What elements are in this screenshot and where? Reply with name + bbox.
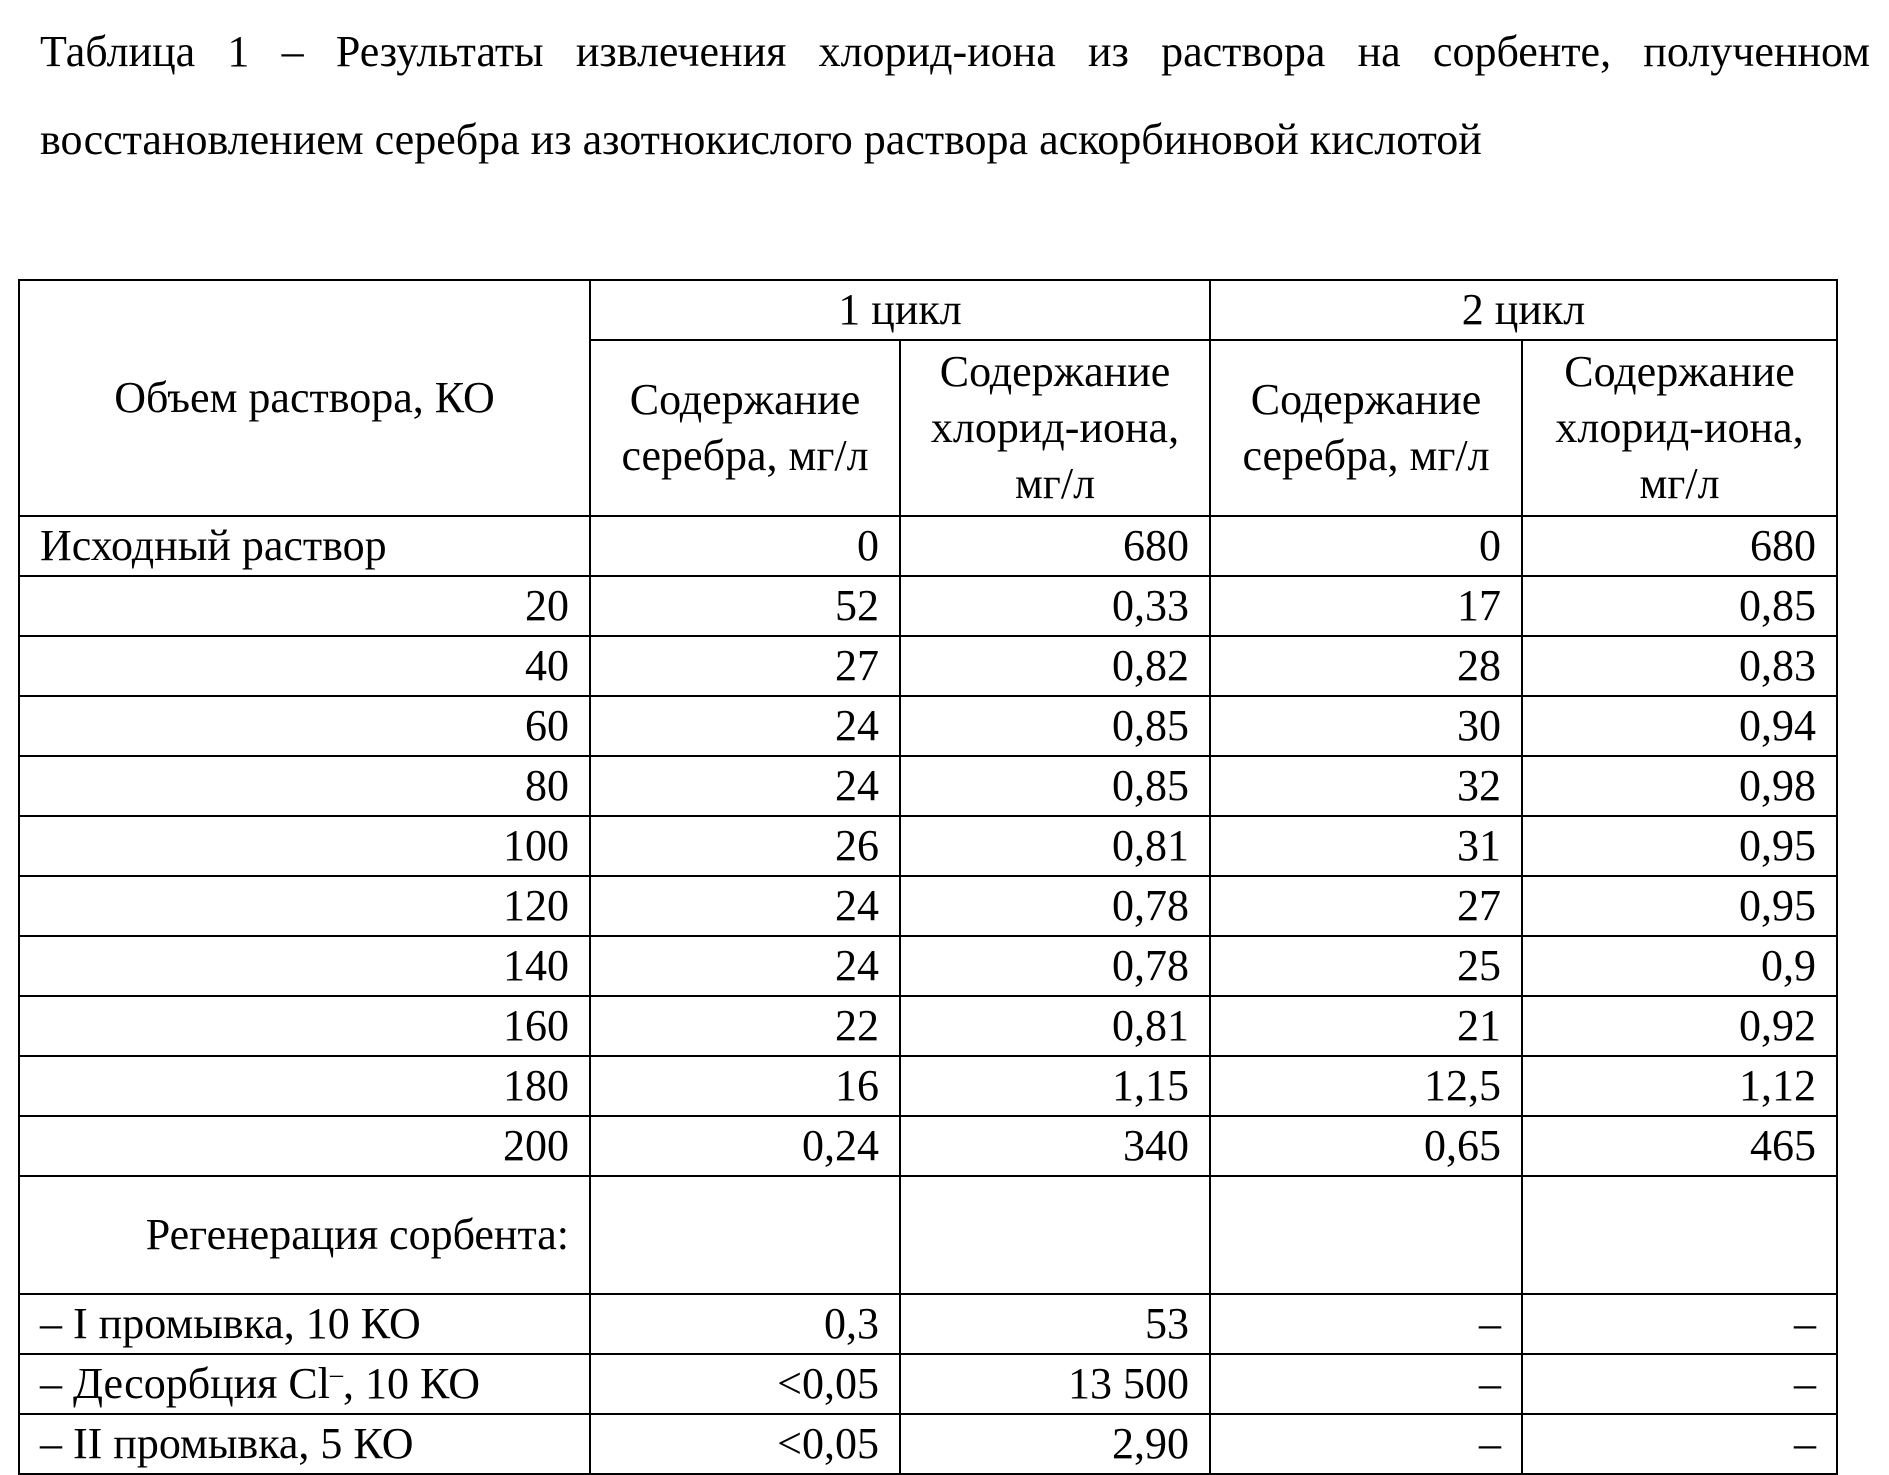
cycle1-silver-cell: 24: [590, 936, 900, 996]
table-row: [19, 996, 1837, 1056]
table-row: [19, 516, 1837, 576]
volume-cell: 60: [19, 696, 590, 756]
volume-cell: 40: [19, 636, 590, 696]
cycle1-silver-cell: 26: [590, 816, 900, 876]
cycle2-silver-cell: –: [1210, 1414, 1522, 1474]
cycle1-chloride-cell: 13 500: [900, 1354, 1210, 1414]
cycle1-chloride-cell: 2,90: [900, 1414, 1210, 1474]
cycle1-chloride-cell: 0,85: [900, 756, 1210, 816]
cycle1-chloride-cell: 0,78: [900, 936, 1210, 996]
cycle1-chloride-cell: 0,33: [900, 576, 1210, 636]
table-row: [19, 756, 1837, 816]
table-row: [19, 696, 1837, 756]
cycle2-chloride-cell: 0,9: [1522, 936, 1837, 996]
cycle1-silver-cell: 27: [590, 636, 900, 696]
chloride-charge-superscript: –: [330, 1359, 343, 1389]
cycle1-silver-cell: 22: [590, 996, 900, 1056]
cycle2-silver-cell: 0: [1210, 516, 1522, 576]
cycle2-chloride-cell: 0,98: [1522, 756, 1837, 816]
cycle2-silver-cell: 31: [1210, 816, 1522, 876]
cycle2-chloride-cell: 0,95: [1522, 876, 1837, 936]
table-row: [19, 636, 1837, 696]
cycle1-silver-cell: <0,05: [590, 1354, 900, 1414]
cycle2-chloride-cell: 465: [1522, 1116, 1837, 1176]
cycle2-silver-cell: 28: [1210, 636, 1522, 696]
cycle2-silver-cell: 17: [1210, 576, 1522, 636]
cycle2-silver-cell: 21: [1210, 996, 1522, 1056]
cycle2-chloride-cell: 1,12: [1522, 1056, 1837, 1116]
cycle1-chloride-header: Содержание хлорид-иона, мг/л: [900, 340, 1210, 516]
table-row: [19, 1056, 1837, 1116]
table-caption: Таблица 1 – Результаты извлечения хлорид-иона из раствора на сорбенте, полученном восстановлением серебра из азотнокислого раствора аскорбиновой кислотой: [40, 27, 1870, 164]
volume-cell: 160: [19, 996, 590, 1056]
volume-cell: 100: [19, 816, 590, 876]
cycle2-silver-cell: [1210, 1176, 1522, 1294]
regeneration-label: Регенерация сорбента:: [19, 1176, 590, 1294]
table-row: [19, 936, 1837, 996]
results-table: [18, 279, 1838, 1475]
cycle2-silver-cell: –: [1210, 1294, 1522, 1354]
cycle1-silver-cell: 0,24: [590, 1116, 900, 1176]
cycle1-chloride-cell: 0,82: [900, 636, 1210, 696]
cycle1-silver-cell: 16: [590, 1056, 900, 1116]
cycle2-chloride-header: Содержание хлорид-иона, мг/л: [1522, 340, 1837, 516]
cycle2-silver-cell: 0,65: [1210, 1116, 1522, 1176]
cycle1-silver-cell: 52: [590, 576, 900, 636]
cycle2-chloride-cell: [1522, 1176, 1837, 1294]
cycle1-chloride-cell: 0,85: [900, 696, 1210, 756]
volume-cell: Исходный раствор: [19, 516, 590, 576]
cycle1-chloride-cell: [900, 1176, 1210, 1294]
regeneration-row: [19, 1354, 1837, 1414]
volume-cell: 140: [19, 936, 590, 996]
regeneration-row: [19, 1294, 1837, 1354]
regeneration-step-label-prefix: – Десорбция Cl: [40, 1359, 330, 1408]
cycle2-chloride-cell: 680: [1522, 516, 1837, 576]
cycle2-silver-header: Содержание серебра, мг/л: [1210, 340, 1522, 516]
cycle1-silver-cell: 24: [590, 756, 900, 816]
cycle2-header: 2 цикл: [1210, 280, 1837, 340]
cycle2-silver-cell: 27: [1210, 876, 1522, 936]
volume-cell: 180: [19, 1056, 590, 1116]
cycle2-chloride-cell: –: [1522, 1354, 1837, 1414]
volume-cell: 80: [19, 756, 590, 816]
cycle1-chloride-cell: 0,78: [900, 876, 1210, 936]
volume-header: Объем раствора, КО: [19, 280, 590, 516]
regeneration-step-label: – I промывка, 10 КО: [19, 1294, 590, 1354]
table-row: [19, 876, 1837, 936]
cycle2-chloride-cell: 0,94: [1522, 696, 1837, 756]
cycle1-chloride-cell: 1,15: [900, 1056, 1210, 1116]
cycle1-silver-header: Содержание серебра, мг/л: [590, 340, 900, 516]
volume-cell: 120: [19, 876, 590, 936]
regeneration-step-label-suffix: , 10 КО: [343, 1359, 481, 1408]
volume-cell: 200: [19, 1116, 590, 1176]
cycle2-chloride-cell: –: [1522, 1414, 1837, 1474]
cycle1-silver-cell: 24: [590, 876, 900, 936]
cycle1-chloride-cell: 680: [900, 516, 1210, 576]
cycle1-silver-cell: 24: [590, 696, 900, 756]
cycle2-chloride-cell: 0,83: [1522, 636, 1837, 696]
cycle2-silver-cell: –: [1210, 1354, 1522, 1414]
cycle2-chloride-cell: –: [1522, 1294, 1837, 1354]
cycle1-chloride-cell: 0,81: [900, 996, 1210, 1056]
cycle2-silver-cell: 30: [1210, 696, 1522, 756]
cycle1-header: 1 цикл: [590, 280, 1210, 340]
cycle2-chloride-cell: 0,92: [1522, 996, 1837, 1056]
regeneration-step-label: – II промывка, 5 КО: [19, 1414, 590, 1474]
cycle1-silver-cell: [590, 1176, 900, 1294]
cycle2-silver-cell: 25: [1210, 936, 1522, 996]
volume-cell: 20: [19, 576, 590, 636]
cycle2-silver-cell: 12,5: [1210, 1056, 1522, 1116]
regeneration-row: [19, 1414, 1837, 1474]
regeneration-heading-row: [19, 1176, 1837, 1294]
cycle1-chloride-cell: 340: [900, 1116, 1210, 1176]
table-row: [19, 816, 1837, 876]
header-row-cycles: [19, 280, 1837, 340]
cycle2-silver-cell: 32: [1210, 756, 1522, 816]
cycle1-chloride-cell: 53: [900, 1294, 1210, 1354]
cycle1-chloride-cell: 0,81: [900, 816, 1210, 876]
cycle2-chloride-cell: 0,85: [1522, 576, 1837, 636]
cycle1-silver-cell: 0: [590, 516, 900, 576]
regeneration-step-label: [19, 1354, 590, 1414]
table-row: [19, 576, 1837, 636]
cycle1-silver-cell: 0,3: [590, 1294, 900, 1354]
cycle2-chloride-cell: 0,95: [1522, 816, 1837, 876]
cycle1-silver-cell: <0,05: [590, 1414, 900, 1474]
table-row: [19, 1116, 1837, 1176]
